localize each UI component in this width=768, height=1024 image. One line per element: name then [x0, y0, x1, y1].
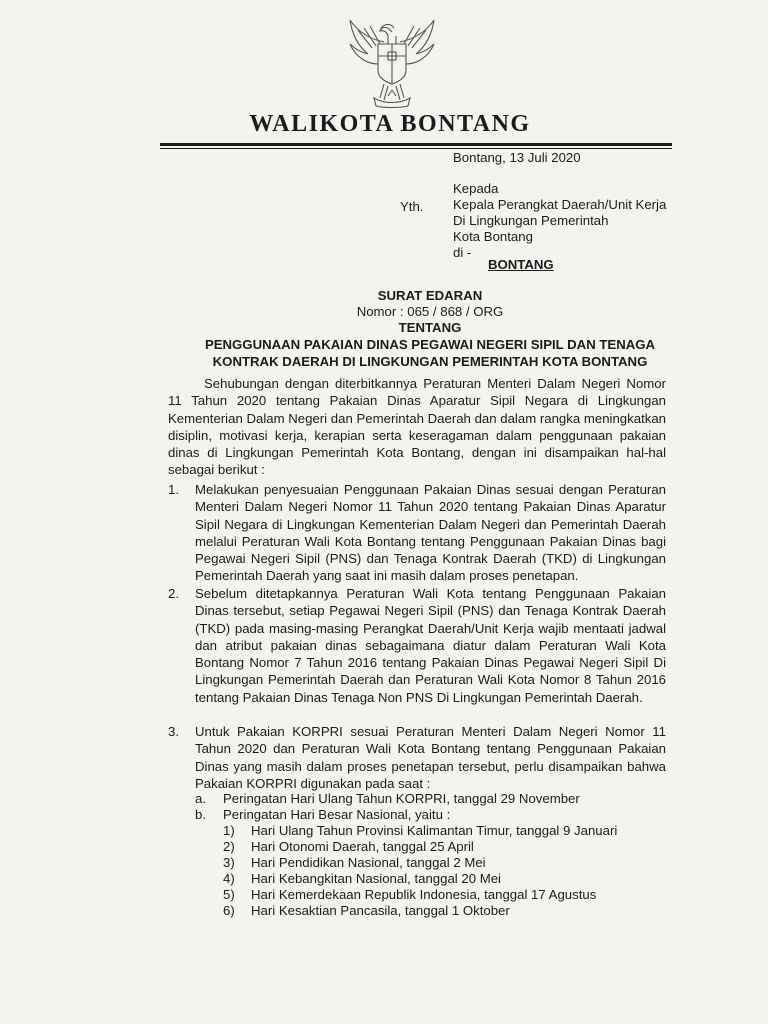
- national-day-number: 2): [223, 839, 235, 854]
- national-day-number: 3): [223, 855, 235, 870]
- letter-date: Bontang, 13 Juli 2020: [453, 150, 581, 165]
- national-day-text: Hari Kemerdekaan Republik Indonesia, tanggal 17 Agustus: [251, 887, 597, 902]
- salutation-yth: Yth.: [400, 199, 424, 214]
- national-day-number: 6): [223, 903, 235, 918]
- item-number: 3.: [168, 724, 179, 739]
- sub-item-text: Peringatan Hari Ulang Tahun KORPRI, tanggal 29 November: [223, 791, 580, 806]
- letter-type: SURAT EDARAN: [377, 288, 483, 303]
- item-text: Melakukan penyesuaian Penggunaan Pakaian Dinas sesuai dengan Peraturan Menteri Dalam Negeri Nomor 11 Tahun 2020 tentang Pakaian Dinas Aparatur Sipil Negara di Lingkungan Kementerian Dalam Negeri dan Pemerintah Daerah melalui Peraturan Wali Kota Bontang tentang Penggunaan Pakaian Dinas bagi Pegawai Negeri Sipil (PNS) dan Tenaga Kontrak Daerah (TKD) di Lingkungan Pemerintah Daerah yang saat ini masih dalam proses penetapan.: [195, 482, 666, 584]
- letterhead-title: WALIKOTA BONTANG: [249, 111, 531, 137]
- national-day-text: Hari Ulang Tahun Provinsi Kalimantan Timur, tanggal 9 Januari: [251, 823, 618, 838]
- address-line: di -: [453, 245, 472, 260]
- letterhead-rule-thin: [160, 148, 672, 149]
- sub-item-text: Peringatan Hari Besar Nasional, yaitu :: [223, 807, 451, 822]
- national-day-text: Hari Kebangkitan Nasional, tanggal 20 Mei: [251, 871, 501, 886]
- national-day-number: 4): [223, 871, 235, 886]
- item-number: 2.: [168, 586, 179, 601]
- sub-item-letter: a.: [195, 791, 206, 806]
- letter-tentang: TENTANG: [398, 320, 462, 335]
- letterhead-rule-thick: [160, 143, 672, 146]
- recipient-city: BONTANG: [488, 257, 554, 272]
- address-line: Kepala Perangkat Daerah/Unit Kerja: [453, 197, 667, 212]
- national-day-text: Hari Otonomi Daerah, tanggal 25 April: [251, 839, 474, 854]
- recipient-address: [453, 181, 666, 261]
- national-day-number: 5): [223, 887, 235, 902]
- intro-paragraph: Sehubungan dengan diterbitkannya Peraturan Menteri Dalam Negeri Nomor 11 Tahun 2020 tentang Pakaian Dinas Aparatur Sipil Negara di Lingkungan Kementerian Dalam Negeri dan Pemerintah Daerah dan dalam rangka meningkatkan disiplin, motivasi kerja, kerapian serta keseragaman dalam penggunaan pakaian dinas di Lingkungan Pemerintah Kota Bontang, dengan ini disampaikan hal-hal sebagai berikut :: [168, 376, 666, 478]
- letter-subject: [190, 337, 670, 370]
- subject-line: KONTRAK DAERAH DI LINGKUNGAN PEMERINTAH KOTA BONTANG: [212, 353, 648, 369]
- national-day-number: 1): [223, 823, 235, 838]
- subject-line: PENGGUNAAN PAKAIAN DINAS PEGAWAI NEGERI SIPIL DAN TENAGA: [204, 337, 656, 352]
- garuda-emblem-icon: [344, 18, 440, 110]
- address-line: Kepada: [453, 181, 499, 196]
- address-line: Kota Bontang: [453, 229, 533, 244]
- national-day-text: Hari Pendidikan Nasional, tanggal 2 Mei: [251, 855, 486, 870]
- address-line: Di Lingkungan Pemerintah: [453, 213, 609, 228]
- sub-item-letter: b.: [195, 807, 206, 822]
- item-text: Untuk Pakaian KORPRI sesuai Peraturan Menteri Dalam Negeri Nomor 11 Tahun 2020 dan Peraturan Wali Kota Bontang tentang Penggunaan Pakaian Dinas yang masih dalam proses penetapan tersebut, perlu disampaikan bahwa Pakaian KORPRI digunakan pada saat :: [195, 724, 666, 791]
- item-text: Sebelum ditetapkannya Peraturan Wali Kota tentang Penggunaan Pakaian Dinas tersebut, setiap Pegawai Negeri Sipil (PNS) dan Tenaga Kontrak Daerah (TKD) pada masing-masing Perangkat Daerah/Unit Kerja wajib mentaati jadwal dan atribut pakaian dinas sebagaimana diatur dalam Peraturan Wali Kota Bontang Nomor 7 Tahun 2016 tentang Pakaian Dinas Pegawai Negeri Sipil Di Lingkungan Pemerintah Daerah dan Peraturan Wali Kota Nomor 8 Tahun 2016 tentang Pakaian Dinas Tenaga Non PNS Di Lingkungan Pemerintah Daerah.: [195, 586, 666, 705]
- letter-number: Nomor : 065 / 868 / ORG: [356, 304, 504, 319]
- item-number: 1.: [168, 482, 179, 497]
- national-day-text: Hari Kesaktian Pancasila, tanggal 1 Oktober: [251, 903, 510, 918]
